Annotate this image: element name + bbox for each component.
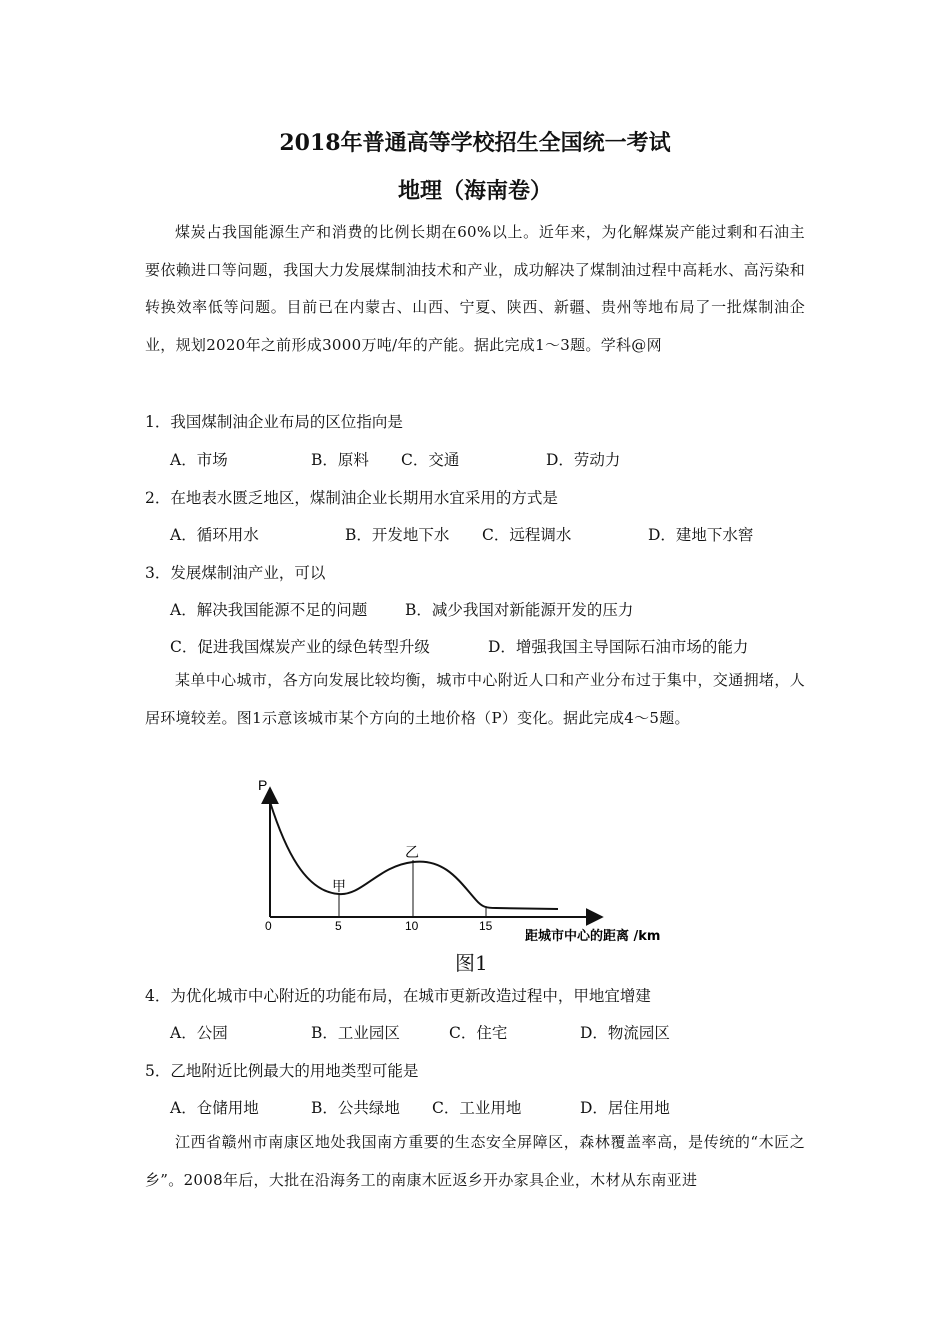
- x-axis-label: 距城市中心的距离 /km: [525, 929, 661, 944]
- page-subtitle: 地理（海南卷）: [397, 178, 552, 204]
- question-1-option-d: D．劳动力: [546, 451, 621, 469]
- question-1-option-c: C．交通: [401, 451, 460, 469]
- question-2-stem: 2．在地表水匮乏地区，煤制油企业长期用水宜采用的方式是: [145, 489, 558, 507]
- y-axis-label: P: [258, 777, 268, 793]
- question-3-option-b: B．减少我国对新能源开发的压力: [405, 601, 634, 619]
- question-5-option-b: B．公共绿地: [311, 1099, 400, 1117]
- question-2-option-c: C．远程调水: [482, 526, 572, 544]
- question-3-option-a: A．解决我国能源不足的问题: [170, 601, 368, 619]
- question-1-option-a: A．市场: [170, 451, 228, 469]
- question-3-stem: 3．发展煤制油产业，可以: [145, 564, 326, 582]
- passage-2: 某单中心城市，各方向发展比较均衡，城市中心附近人口和产业分布过于集中，交通拥堵，人居环境较差。图1示意该城市某个方向的土地价格（P）变化。据此完成4～5题。: [145, 671, 805, 727]
- point-yi-label: 乙: [405, 845, 419, 861]
- question-4-option-c: C．住宅: [449, 1024, 508, 1042]
- passage-3: 江西省赣州市南康区地处我国南方重要的生态安全屏障区，森林覆盖率高，是传统的“木匠之乡”。2008年后，大批在沿海务工的南康木匠返乡开办家具企业，木材从东南亚进: [145, 1133, 805, 1189]
- question-4-option-b: B．工业园区: [311, 1024, 400, 1042]
- question-3-option-c: C．促进我国煤炭产业的绿色转型升级: [170, 638, 430, 656]
- figure-caption: 图1: [455, 951, 488, 975]
- question-4-option-a: A．公园: [170, 1024, 228, 1042]
- tick-label-15: 15: [479, 919, 493, 933]
- point-jia-label: 甲: [332, 879, 346, 895]
- tick-label-0: 0: [265, 919, 272, 933]
- tick-label-10: 10: [405, 919, 419, 933]
- land-price-figure: [250, 774, 700, 974]
- question-5-option-a: A．仓储用地: [170, 1099, 259, 1117]
- tick-label-5: 5: [335, 919, 342, 933]
- page-title: 2018年普通高等学校招生全国统一考试: [279, 130, 671, 156]
- question-2-option-d: D．建地下水窖: [648, 526, 754, 544]
- question-5-option-d: D．居住用地: [580, 1099, 670, 1117]
- question-5-stem: 5．乙地附近比例最大的用地类型可能是: [145, 1062, 419, 1080]
- question-1-option-b: B．原料: [311, 451, 369, 469]
- passage-1: 煤炭占我国能源生产和消费的比例长期在60%以上。近年来，为化解煤炭产能过剩和石油主要依赖进口等问题，我国大力发展煤制油技术和产业，成功解决了煤制油过程中高耗水、高污染和转换效率低等问题。目前已在内蒙古、山西、宁夏、陕西、新疆、贵州等地布局了一批煤制油企业，规划2020年之前形成3000万吨/年的产能。据此完成1～3题。学科@网: [145, 223, 805, 354]
- question-2-option-b: B．开发地下水: [345, 526, 450, 544]
- question-1-stem: 1．我国煤制油企业布局的区位指向是: [145, 413, 403, 431]
- question-5-option-c: C．工业用地: [432, 1099, 522, 1117]
- question-2-option-a: A．循环用水: [170, 526, 259, 544]
- question-4-stem: 4．为优化城市中心附近的功能布局，在城市更新改造过程中，甲地宜增建: [145, 987, 651, 1005]
- question-4-option-d: D．物流园区: [580, 1024, 670, 1042]
- question-3-option-d: D．增强我国主导国际石油市场的能力: [488, 638, 749, 656]
